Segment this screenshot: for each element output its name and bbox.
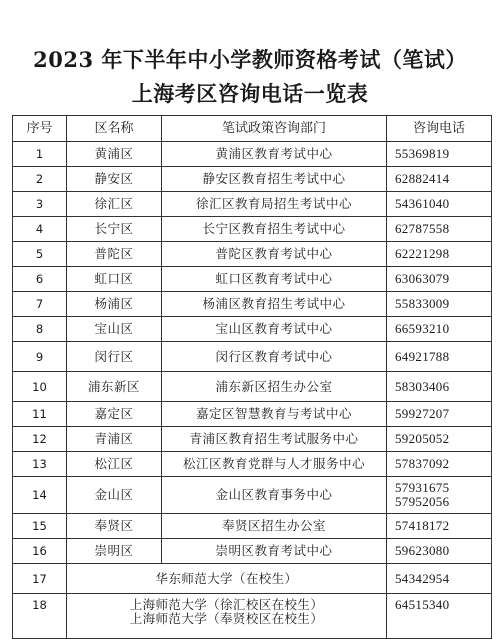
table-row [13,267,492,292]
cell-district: 普陀区 [67,242,162,267]
cell-department: 宝山区教育考试中心 [162,317,387,342]
cell-district: 静安区 [67,167,162,192]
cell-phone: 64515340 [387,594,492,639]
cell-district: 崇明区 [67,539,162,564]
cell-department: 崇明区教育考试中心 [162,539,387,564]
cell-district: 黄浦区 [67,142,162,167]
table-row-merged [13,594,492,639]
phone-number: 59205052 [395,431,450,446]
cell-seq: 18 [13,594,67,639]
cell-district: 徐汇区 [67,192,162,217]
header-phone: 咨询电话 [387,116,492,142]
cell-department: 松江区教育党群与人才服务中心 [162,452,387,477]
cell-institution [67,594,387,639]
cell-seq: 1 [13,142,67,167]
cell-seq: 5 [13,242,67,267]
phone-number: 59623080 [395,543,450,558]
cell-seq: 10 [13,372,67,402]
cell-phone [387,342,492,372]
table-body [13,142,492,639]
cell-district: 闵行区 [67,342,162,372]
table-row [13,167,492,192]
cell-phone [387,217,492,242]
phone-number: 54361040 [395,196,450,211]
phone-number: 57931675 [395,480,450,495]
cell-district: 宝山区 [67,317,162,342]
cell-seq: 4 [13,217,67,242]
cell-district: 浦东新区 [67,372,162,402]
cell-phone: 54342954 [387,564,492,594]
cell-department: 徐汇区教育局招生考试中心 [162,192,387,217]
cell-department: 黄浦区教育考试中心 [162,142,387,167]
table-row [13,192,492,217]
table-row-merged [13,564,492,594]
header-department: 笔试政策咨询部门 [162,116,387,142]
cell-department: 浦东新区招生办公室 [162,372,387,402]
cell-department: 闵行区教育考试中心 [162,342,387,372]
cell-phone [387,242,492,267]
cell-seq: 3 [13,192,67,217]
cell-department: 虹口区教育考试中心 [162,267,387,292]
phone-number: 55369819 [395,146,450,161]
cell-seq: 6 [13,267,67,292]
table-row [13,477,492,514]
cell-phone [387,292,492,317]
cell-seq: 13 [13,452,67,477]
cell-district: 奉贤区 [67,514,162,539]
cell-phone [387,372,492,402]
page-title-line-2: 上海考区咨询电话一览表 [131,81,369,106]
cell-district: 金山区 [67,477,162,514]
cell-department: 杨浦区教育招生考试中心 [162,292,387,317]
cell-phone [387,317,492,342]
cell-phone [387,539,492,564]
cell-seq: 2 [13,167,67,192]
institution-line: 上海师范大学（徐汇校区在校生） [129,597,324,612]
cell-institution [67,564,387,594]
cell-seq: 16 [13,539,67,564]
table-row [13,292,492,317]
cell-phone [387,402,492,427]
table-row [13,372,492,402]
cell-department: 长宁区教育招生考试中心 [162,217,387,242]
header-district: 区名称 [67,116,162,142]
cell-phone [387,167,492,192]
cell-seq: 14 [13,477,67,514]
table-row [13,142,492,167]
cell-department: 普陀区教育考试中心 [162,242,387,267]
phone-number: 59927207 [395,406,450,421]
phone-number: 58303406 [395,378,450,394]
cell-seq: 11 [13,402,67,427]
table-row [13,317,492,342]
phone-number: 62882414 [395,171,450,186]
phone-number: 57837092 [395,456,450,471]
cell-phone [387,267,492,292]
cell-department: 青浦区教育招生考试服务中心 [162,427,387,452]
cell-district: 嘉定区 [67,402,162,427]
table-row [13,514,492,539]
cell-department: 静安区教育招生考试中心 [162,167,387,192]
table-row [13,452,492,477]
cell-district: 长宁区 [67,217,162,242]
phone-number: 63063079 [395,271,450,286]
cell-department: 金山区教育事务中心 [162,477,387,514]
cell-phone [387,452,492,477]
cell-phone [387,142,492,167]
cell-phone [387,477,492,514]
cell-seq: 15 [13,514,67,539]
cell-phone [387,514,492,539]
phone-number: 62221298 [395,246,450,261]
table-row [13,242,492,267]
cell-phone [387,427,492,452]
phone-number: 62787558 [395,221,450,236]
phone-number: 57418172 [395,518,450,533]
cell-phone [387,192,492,217]
table-header-row [13,116,492,142]
cell-seq: 9 [13,342,67,372]
phone-number: 66593210 [395,321,450,336]
page-title-line-1: 2023 年下半年中小学教师资格考试（笔试） [33,47,467,72]
institution-line: 华东师范大学（在校生） [155,570,298,586]
cell-seq: 8 [13,317,67,342]
table-row [13,427,492,452]
header-seq: 序号 [13,116,67,142]
cell-district: 虹口区 [67,267,162,292]
phone-number: 55833009 [395,296,450,311]
cell-district: 杨浦区 [67,292,162,317]
phone-number: 64921788 [395,348,450,364]
table-row [13,402,492,427]
table-row [13,539,492,564]
institution-line: 上海师范大学（奉贤校区在校生） [129,611,324,626]
cell-department: 奉贤区招生办公室 [162,514,387,539]
table-row [13,217,492,242]
cell-seq: 17 [13,564,67,594]
cell-district: 松江区 [67,452,162,477]
consultation-phone-table [12,115,492,639]
table-row [13,342,492,372]
cell-district: 青浦区 [67,427,162,452]
cell-seq: 12 [13,427,67,452]
cell-seq: 7 [13,292,67,317]
phone-number: 57952056 [395,494,450,509]
cell-department: 嘉定区智慧教育与考试中心 [162,402,387,427]
